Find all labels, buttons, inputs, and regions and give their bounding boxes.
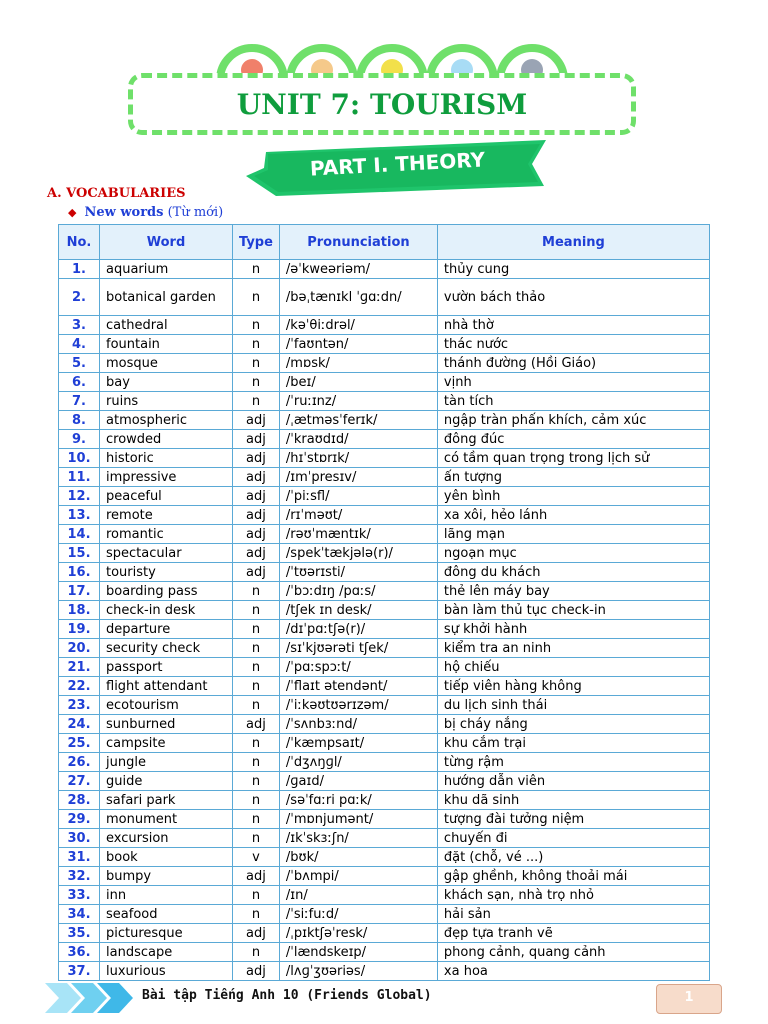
cell-pronunciation: /ˈsʌnbɜːnd/ bbox=[279, 715, 437, 734]
cell-pronunciation: /ˌætməsˈferɪk/ bbox=[279, 411, 437, 430]
cell-no: 25. bbox=[59, 734, 100, 753]
cell-meaning: hộ chiếu bbox=[437, 658, 709, 677]
cell-type: v bbox=[233, 848, 280, 867]
cell-word: boarding pass bbox=[100, 582, 233, 601]
cell-no: 21. bbox=[59, 658, 100, 677]
cell-type: adj bbox=[233, 962, 280, 981]
cell-no: 24. bbox=[59, 715, 100, 734]
cell-meaning: nhà thờ bbox=[437, 316, 709, 335]
cell-no: 33. bbox=[59, 886, 100, 905]
table-row bbox=[59, 411, 710, 430]
table-row bbox=[59, 392, 710, 411]
cell-no: 15. bbox=[59, 544, 100, 563]
page-number: 1 bbox=[656, 984, 722, 1014]
table-row bbox=[59, 335, 710, 354]
cell-meaning: bàn làm thủ tục check-in bbox=[437, 601, 709, 620]
cell-type: n bbox=[233, 335, 280, 354]
cell-pronunciation: /rɪˈməʊt/ bbox=[279, 506, 437, 525]
cell-type: n bbox=[233, 677, 280, 696]
cell-word: botanical garden bbox=[100, 279, 233, 316]
table-row bbox=[59, 354, 710, 373]
header-no: No. bbox=[59, 225, 100, 260]
cell-word: romantic bbox=[100, 525, 233, 544]
cell-pronunciation: /ɪn/ bbox=[279, 886, 437, 905]
cell-word: jungle bbox=[100, 753, 233, 772]
cell-pronunciation: /tʃek ɪn desk/ bbox=[279, 601, 437, 620]
cell-pronunciation: /ˈiːkəʊtʊərɪzəm/ bbox=[279, 696, 437, 715]
cell-no: 7. bbox=[59, 392, 100, 411]
cell-no: 6. bbox=[59, 373, 100, 392]
cell-meaning: tàn tích bbox=[437, 392, 709, 411]
cell-pronunciation: /spekˈtækjələ(r)/ bbox=[279, 544, 437, 563]
cell-type: n bbox=[233, 354, 280, 373]
cell-no: 2. bbox=[59, 279, 100, 316]
cell-meaning: lãng mạn bbox=[437, 525, 709, 544]
cell-no: 27. bbox=[59, 772, 100, 791]
cell-pronunciation: /ˈkraʊdɪd/ bbox=[279, 430, 437, 449]
cell-word: inn bbox=[100, 886, 233, 905]
cell-word: guide bbox=[100, 772, 233, 791]
vocabulary-table bbox=[58, 224, 710, 981]
cell-word: impressive bbox=[100, 468, 233, 487]
cell-meaning: đẹp tựa tranh vẽ bbox=[437, 924, 709, 943]
cell-word: crowded bbox=[100, 430, 233, 449]
cell-pronunciation: /ˈpiːsfl/ bbox=[279, 487, 437, 506]
table-row bbox=[59, 734, 710, 753]
cell-pronunciation: /ɪkˈskɜːʃn/ bbox=[279, 829, 437, 848]
cell-word: aquarium bbox=[100, 260, 233, 279]
table-row bbox=[59, 924, 710, 943]
cell-pronunciation: /sɪˈkjʊərəti tʃek/ bbox=[279, 639, 437, 658]
cell-word: safari park bbox=[100, 791, 233, 810]
new-words-vn: (Từ mới) bbox=[167, 205, 224, 220]
cell-pronunciation: /ɪmˈpresɪv/ bbox=[279, 468, 437, 487]
cell-no: 36. bbox=[59, 943, 100, 962]
cell-meaning: ngoạn mục bbox=[437, 544, 709, 563]
table-row bbox=[59, 715, 710, 734]
cell-no: 30. bbox=[59, 829, 100, 848]
cell-meaning: thánh đường (Hồi Giáo) bbox=[437, 354, 709, 373]
cell-type: adj bbox=[233, 525, 280, 544]
cell-no: 18. bbox=[59, 601, 100, 620]
cell-type: n bbox=[233, 772, 280, 791]
table-row bbox=[59, 658, 710, 677]
cell-pronunciation: /səˈfɑːri pɑːk/ bbox=[279, 791, 437, 810]
table-row bbox=[59, 487, 710, 506]
table-row bbox=[59, 943, 710, 962]
table-row bbox=[59, 677, 710, 696]
cell-pronunciation: /bʊk/ bbox=[279, 848, 437, 867]
cell-type: n bbox=[233, 279, 280, 316]
table-row bbox=[59, 525, 710, 544]
cell-type: adj bbox=[233, 449, 280, 468]
table-row bbox=[59, 810, 710, 829]
cell-word: luxurious bbox=[100, 962, 233, 981]
table-row bbox=[59, 772, 710, 791]
cell-word: campsite bbox=[100, 734, 233, 753]
chevron-arrows-icon bbox=[45, 983, 140, 1013]
table-row bbox=[59, 582, 710, 601]
cell-meaning: thác nước bbox=[437, 335, 709, 354]
cell-meaning: vịnh bbox=[437, 373, 709, 392]
cell-no: 28. bbox=[59, 791, 100, 810]
cell-type: adj bbox=[233, 563, 280, 582]
subsection-heading bbox=[68, 205, 223, 220]
cell-type: adj bbox=[233, 487, 280, 506]
cell-meaning: thủy cung bbox=[437, 260, 709, 279]
table-row bbox=[59, 506, 710, 525]
cell-meaning: đặt (chỗ, vé ...) bbox=[437, 848, 709, 867]
cell-word: historic bbox=[100, 449, 233, 468]
cell-type: n bbox=[233, 905, 280, 924]
cell-word: touristy bbox=[100, 563, 233, 582]
table-row bbox=[59, 962, 710, 981]
cell-word: monument bbox=[100, 810, 233, 829]
cell-no: 5. bbox=[59, 354, 100, 373]
cell-meaning: thẻ lên máy bay bbox=[437, 582, 709, 601]
cell-meaning: yên bình bbox=[437, 487, 709, 506]
cell-meaning: khách sạn, nhà trọ nhỏ bbox=[437, 886, 709, 905]
cell-word: flight attendant bbox=[100, 677, 233, 696]
cell-type: n bbox=[233, 620, 280, 639]
cell-type: n bbox=[233, 734, 280, 753]
cell-word: sunburned bbox=[100, 715, 233, 734]
cell-pronunciation: /mɒsk/ bbox=[279, 354, 437, 373]
cell-word: spectacular bbox=[100, 544, 233, 563]
new-words-label: New words bbox=[84, 205, 164, 220]
cell-meaning: đông đúc bbox=[437, 430, 709, 449]
cell-meaning: tượng đài tưởng niệm bbox=[437, 810, 709, 829]
cell-meaning: phong cảnh, quang cảnh bbox=[437, 943, 709, 962]
cell-word: check-in desk bbox=[100, 601, 233, 620]
cell-word: departure bbox=[100, 620, 233, 639]
cell-word: cathedral bbox=[100, 316, 233, 335]
cell-no: 34. bbox=[59, 905, 100, 924]
table-row bbox=[59, 316, 710, 335]
cell-word: ecotourism bbox=[100, 696, 233, 715]
table-header-row bbox=[59, 225, 710, 260]
table-row bbox=[59, 601, 710, 620]
diamond-bullet-icon: ◆ bbox=[68, 206, 77, 219]
table-row bbox=[59, 373, 710, 392]
cell-pronunciation: /ˈbʌmpi/ bbox=[279, 867, 437, 886]
cell-pronunciation: /ˈflaɪt ətendənt/ bbox=[279, 677, 437, 696]
cell-word: remote bbox=[100, 506, 233, 525]
cell-meaning: ấn tượng bbox=[437, 468, 709, 487]
table-row bbox=[59, 696, 710, 715]
cell-meaning: đông du khách bbox=[437, 563, 709, 582]
cell-no: 13. bbox=[59, 506, 100, 525]
cell-type: n bbox=[233, 791, 280, 810]
cell-no: 23. bbox=[59, 696, 100, 715]
cell-meaning: du lịch sinh thái bbox=[437, 696, 709, 715]
cell-meaning: hải sản bbox=[437, 905, 709, 924]
cell-type: n bbox=[233, 696, 280, 715]
cell-pronunciation: /kəˈθiːdrəl/ bbox=[279, 316, 437, 335]
table-row bbox=[59, 449, 710, 468]
cell-no: 31. bbox=[59, 848, 100, 867]
cell-type: adj bbox=[233, 715, 280, 734]
table-row bbox=[59, 620, 710, 639]
table-row bbox=[59, 563, 710, 582]
cell-meaning: gập ghềnh, không thoải mái bbox=[437, 867, 709, 886]
cell-meaning: hướng dẫn viên bbox=[437, 772, 709, 791]
cell-type: adj bbox=[233, 544, 280, 563]
header-type: Type bbox=[233, 225, 280, 260]
cell-meaning: xa hoa bbox=[437, 962, 709, 981]
cell-no: 19. bbox=[59, 620, 100, 639]
cell-meaning: xa xôi, hẻo lánh bbox=[437, 506, 709, 525]
table-row bbox=[59, 260, 710, 279]
cell-no: 4. bbox=[59, 335, 100, 354]
cell-no: 9. bbox=[59, 430, 100, 449]
cell-pronunciation: /ɡaɪd/ bbox=[279, 772, 437, 791]
cell-word: excursion bbox=[100, 829, 233, 848]
table-row bbox=[59, 544, 710, 563]
cell-no: 11. bbox=[59, 468, 100, 487]
cell-word: mosque bbox=[100, 354, 233, 373]
cell-no: 16. bbox=[59, 563, 100, 582]
cell-no: 29. bbox=[59, 810, 100, 829]
table-row bbox=[59, 639, 710, 658]
cell-type: n bbox=[233, 943, 280, 962]
cell-type: adj bbox=[233, 430, 280, 449]
cell-type: n bbox=[233, 658, 280, 677]
cell-no: 37. bbox=[59, 962, 100, 981]
cell-word: seafood bbox=[100, 905, 233, 924]
cell-no: 14. bbox=[59, 525, 100, 544]
cell-pronunciation: /ˈsiːfuːd/ bbox=[279, 905, 437, 924]
cell-no: 10. bbox=[59, 449, 100, 468]
cell-pronunciation: /ˌpɪktʃəˈresk/ bbox=[279, 924, 437, 943]
cell-no: 8. bbox=[59, 411, 100, 430]
header-meaning: Meaning bbox=[437, 225, 709, 260]
cell-no: 3. bbox=[59, 316, 100, 335]
cell-type: n bbox=[233, 260, 280, 279]
cell-type: n bbox=[233, 601, 280, 620]
table-row bbox=[59, 829, 710, 848]
table-row bbox=[59, 867, 710, 886]
cell-pronunciation: /rəʊˈmæntɪk/ bbox=[279, 525, 437, 544]
cell-pronunciation: /lʌɡˈʒʊəriəs/ bbox=[279, 962, 437, 981]
cell-no: 1. bbox=[59, 260, 100, 279]
cell-word: security check bbox=[100, 639, 233, 658]
cell-word: ruins bbox=[100, 392, 233, 411]
cell-pronunciation: /ˈdʒʌŋɡl/ bbox=[279, 753, 437, 772]
cell-pronunciation: /ˈtʊərɪsti/ bbox=[279, 563, 437, 582]
cell-meaning: bị cháy nắng bbox=[437, 715, 709, 734]
cell-meaning: vườn bách thảo bbox=[437, 279, 709, 316]
section-heading: A. VOCABULARIES bbox=[47, 186, 186, 201]
cell-word: bumpy bbox=[100, 867, 233, 886]
table-row bbox=[59, 753, 710, 772]
cell-word: landscape bbox=[100, 943, 233, 962]
cell-no: 22. bbox=[59, 677, 100, 696]
cell-type: n bbox=[233, 639, 280, 658]
header-word: Word bbox=[100, 225, 233, 260]
cell-type: n bbox=[233, 392, 280, 411]
cell-word: book bbox=[100, 848, 233, 867]
table-row bbox=[59, 848, 710, 867]
cell-pronunciation: /hɪˈstɒrɪk/ bbox=[279, 449, 437, 468]
cell-pronunciation: /dɪˈpɑːtʃə(r)/ bbox=[279, 620, 437, 639]
table-row bbox=[59, 886, 710, 905]
cell-pronunciation: /beɪ/ bbox=[279, 373, 437, 392]
cell-type: n bbox=[233, 810, 280, 829]
cell-meaning: khu cắm trại bbox=[437, 734, 709, 753]
cell-pronunciation: /ˈbɔːdɪŋ /pɑːs/ bbox=[279, 582, 437, 601]
unit-title-frame bbox=[128, 73, 636, 135]
cell-word: bay bbox=[100, 373, 233, 392]
cell-type: adj bbox=[233, 924, 280, 943]
cell-word: passport bbox=[100, 658, 233, 677]
cell-no: 26. bbox=[59, 753, 100, 772]
table-body bbox=[59, 260, 710, 981]
unit-title: UNIT 7: TOURISM bbox=[236, 88, 528, 121]
cell-pronunciation: /ˈmɒnjumənt/ bbox=[279, 810, 437, 829]
cell-word: picturesque bbox=[100, 924, 233, 943]
cell-meaning: có tầm quan trọng trong lịch sử bbox=[437, 449, 709, 468]
cell-meaning: khu dã sinh bbox=[437, 791, 709, 810]
table-row bbox=[59, 468, 710, 487]
table-row bbox=[59, 430, 710, 449]
cell-pronunciation: /əˈkweəriəm/ bbox=[279, 260, 437, 279]
cell-pronunciation: /bəˌtænɪkl ˈɡɑːdn/ bbox=[279, 279, 437, 316]
cell-no: 32. bbox=[59, 867, 100, 886]
cell-no: 20. bbox=[59, 639, 100, 658]
cell-pronunciation: /ˈpɑːspɔːt/ bbox=[279, 658, 437, 677]
cell-type: n bbox=[233, 316, 280, 335]
cell-meaning: kiểm tra an ninh bbox=[437, 639, 709, 658]
cell-meaning: từng rậm bbox=[437, 753, 709, 772]
table-row bbox=[59, 279, 710, 316]
cell-meaning: ngập tràn phấn khích, cảm xúc bbox=[437, 411, 709, 430]
cell-pronunciation: /ˈruːɪnz/ bbox=[279, 392, 437, 411]
cell-type: adj bbox=[233, 506, 280, 525]
cell-no: 12. bbox=[59, 487, 100, 506]
footer-book-title: Bài tập Tiếng Anh 10 (Friends Global) bbox=[142, 988, 432, 1003]
cell-pronunciation: /ˈlændskeɪp/ bbox=[279, 943, 437, 962]
cell-no: 35. bbox=[59, 924, 100, 943]
cell-type: n bbox=[233, 886, 280, 905]
cell-word: peaceful bbox=[100, 487, 233, 506]
header-pronunciation: Pronunciation bbox=[279, 225, 437, 260]
cell-meaning: chuyến đi bbox=[437, 829, 709, 848]
cell-type: adj bbox=[233, 411, 280, 430]
cell-type: adj bbox=[233, 468, 280, 487]
cell-type: adj bbox=[233, 867, 280, 886]
cell-pronunciation: /ˈkæmpsaɪt/ bbox=[279, 734, 437, 753]
table-row bbox=[59, 905, 710, 924]
cell-type: n bbox=[233, 373, 280, 392]
cell-meaning: tiếp viên hàng không bbox=[437, 677, 709, 696]
cell-no: 17. bbox=[59, 582, 100, 601]
part-banner-text: PART I. THEORY bbox=[309, 147, 486, 181]
cell-word: fountain bbox=[100, 335, 233, 354]
cell-type: n bbox=[233, 829, 280, 848]
cell-word: atmospheric bbox=[100, 411, 233, 430]
cell-meaning: sự khởi hành bbox=[437, 620, 709, 639]
table-row bbox=[59, 791, 710, 810]
cell-type: n bbox=[233, 582, 280, 601]
cell-type: n bbox=[233, 753, 280, 772]
cell-pronunciation: /ˈfaʊntən/ bbox=[279, 335, 437, 354]
